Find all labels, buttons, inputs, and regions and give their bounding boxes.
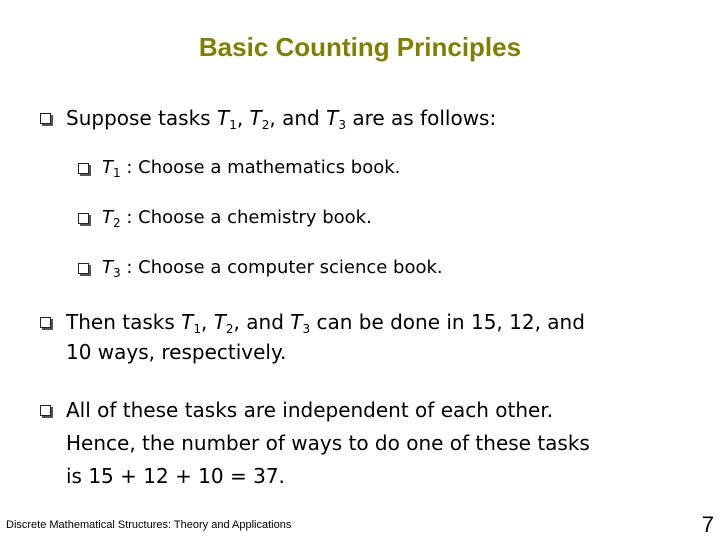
- subitem-2: $T_2$ : Choose a chemistry book.: [102, 207, 372, 230]
- bullet-1-text: Suppose tasks $T_1$, $T_2$, and $T_3$ are as follows:: [66, 106, 497, 132]
- bullet-icon: [40, 113, 51, 124]
- bullet-3-line-1: All of these tasks are independent of each other.: [66, 398, 554, 422]
- slide-title: Basic Counting Principles: [198, 32, 522, 62]
- page-number: 7: [701, 512, 714, 537]
- bullet-icon: [40, 405, 51, 416]
- subitem-3: $T_3$ : Choose a computer science book.: [102, 257, 443, 280]
- sub-bullet-icon: [78, 213, 89, 224]
- bullet-2-line-1: Then tasks $T_1$, $T_2$, and $T_3$ can be done in 15, 12, and: [66, 310, 585, 336]
- subitem-1: $T_1$ : Choose a mathematics book.: [102, 157, 401, 180]
- sub-bullet-icon: [78, 163, 89, 174]
- bullet-2-line-2: 10 ways, respectively.: [66, 340, 287, 364]
- bullet-3-line-2: Hence, the number of ways to do one of these tasks: [66, 431, 590, 455]
- bullet-icon: [40, 317, 51, 328]
- sub-bullet-icon: [78, 263, 89, 274]
- bullet-3-line-3: is 15 + 12 + 10 = 37.: [66, 464, 285, 488]
- footer-text: Discrete Mathematical Structures: Theory and Applications: [6, 519, 292, 531]
